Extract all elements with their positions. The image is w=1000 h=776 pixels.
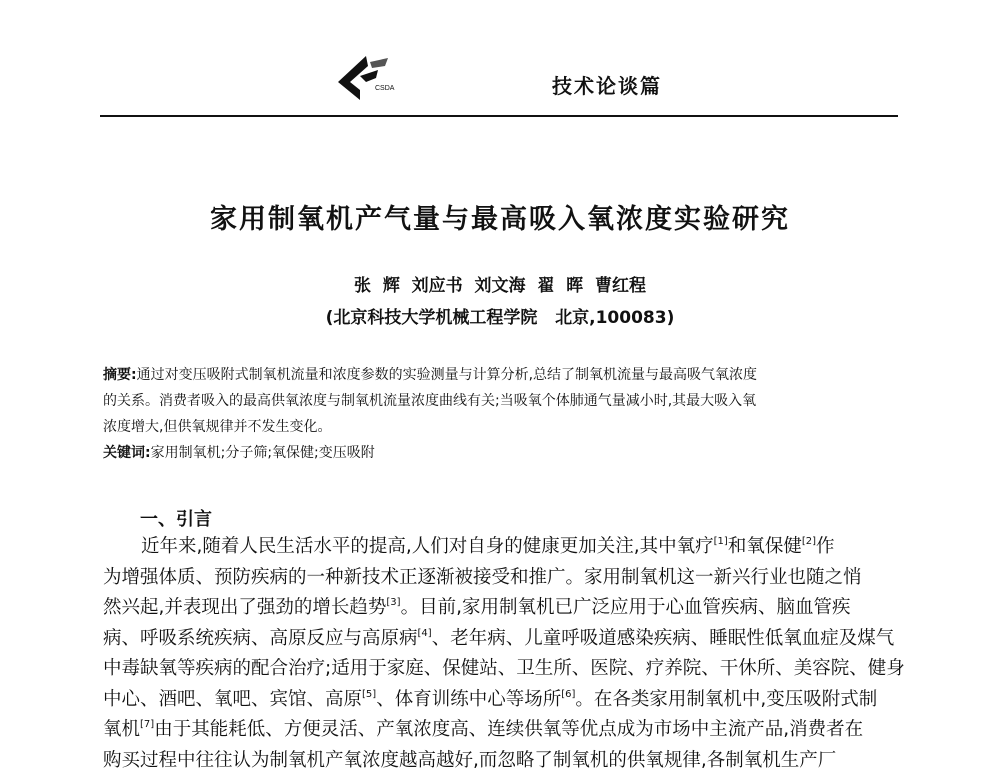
body-text-run: 氧机 — [103, 719, 141, 740]
body-text-run: 近年来,随着人民生活水平的提高,人们对自身的健康更加关注,其中氧疗 — [141, 536, 714, 557]
header-rule — [100, 115, 898, 117]
logo-text: CSDA — [375, 85, 395, 92]
article-affiliation: (北京科技大学机械工程学院 北京,100083) — [325, 308, 675, 328]
section-label: 技术论谈篇 — [552, 74, 662, 98]
keywords-label: 关键词: — [103, 445, 151, 461]
body-line — [103, 624, 899, 655]
body-text-run: 和氧保健 — [727, 536, 802, 557]
citation-ref: [4] — [417, 627, 432, 639]
abstract-text: 通过对变压吸附式制氧机流量和浓度参数的实验测量与计算分析,总结了制氧机流量与最高吸气氧浓度 — [136, 367, 758, 383]
abstract — [103, 362, 898, 440]
citation-ref: [7] — [140, 719, 155, 730]
body-text-run: 、老年病、儿童呼吸道感染疾病、睡眠性低氧血症及煤气 — [431, 627, 895, 649]
citation-ref: [6] — [561, 688, 576, 700]
citation-ref: [1] — [713, 536, 728, 547]
abstract-line: 浓度增大,但供氧规律并不发生变化。 — [103, 419, 332, 435]
body-text-run: 。目前,家用制氧机已广泛应用于心血管疾病、脑血管疾 — [400, 597, 851, 618]
body-line — [103, 532, 899, 563]
body-text — [103, 532, 905, 771]
journal-logo-icon — [330, 52, 400, 104]
body-line — [103, 593, 899, 624]
citation-ref: [5] — [362, 688, 377, 700]
body-line — [103, 746, 899, 771]
article-authors: 张 辉 刘应书 刘文海 翟 晖 曹红程 — [353, 276, 647, 296]
body-text-run: 中心、酒吧、氧吧、宾馆、高原 — [103, 688, 363, 710]
body-text-run: 购买过程中往往认为制氧机产氧浓度越高越好,而忽略了制氧机的供氧规律,各制氧机生产厂 — [103, 749, 837, 771]
body-text-run: 然兴起,并表现出了强劲的增长趋势 — [103, 597, 387, 618]
body-text-run: 由于其能耗低、方便灵活、产氧浓度高、连续供氧等优点成为市场中主流产品,消费者在 — [154, 719, 864, 740]
body-text-run: 。在各类家用制氧机中,变压吸附式制 — [575, 688, 878, 710]
article-title: 家用制氧机产气量与最高吸入氧浓度实验研究 — [210, 204, 790, 235]
body-text-run: 为增强体质、预防疾病的一种新技术正逐渐被接受和推广。家用制氧机这一新兴行业也随之悄 — [103, 566, 862, 588]
body-text-run: 作 — [816, 536, 835, 557]
abstract-line — [103, 362, 898, 388]
abstract-label: 摘要: — [103, 367, 137, 383]
body-line — [103, 654, 905, 685]
body-text-run: 、体育训练中心等场所 — [376, 688, 562, 710]
keywords — [103, 442, 375, 462]
body-text-run: 病、呼吸系统疾病、高原反应与高原病 — [103, 627, 418, 649]
body-text-run: 中毒缺氧等疾病的配合治疗;适用于家庭、保健站、卫生所、医院、疗养院、干休所、美容院、健身 — [103, 658, 905, 679]
section-heading: 一、引言 — [140, 509, 212, 530]
body-line — [103, 563, 899, 594]
abstract-line: 的关系。消费者吸入的最高供氧浓度与制氧机流量浓度曲线有关;当吸氧个体肺通气量减小时,其最大吸入氧 — [103, 393, 757, 409]
citation-ref: [3] — [386, 597, 401, 608]
body-line — [103, 715, 899, 746]
citation-ref: [2] — [801, 536, 817, 547]
body-line — [103, 685, 899, 716]
keywords-text: 家用制氧机;分子筛;氧保健;变压吸附 — [150, 445, 375, 461]
